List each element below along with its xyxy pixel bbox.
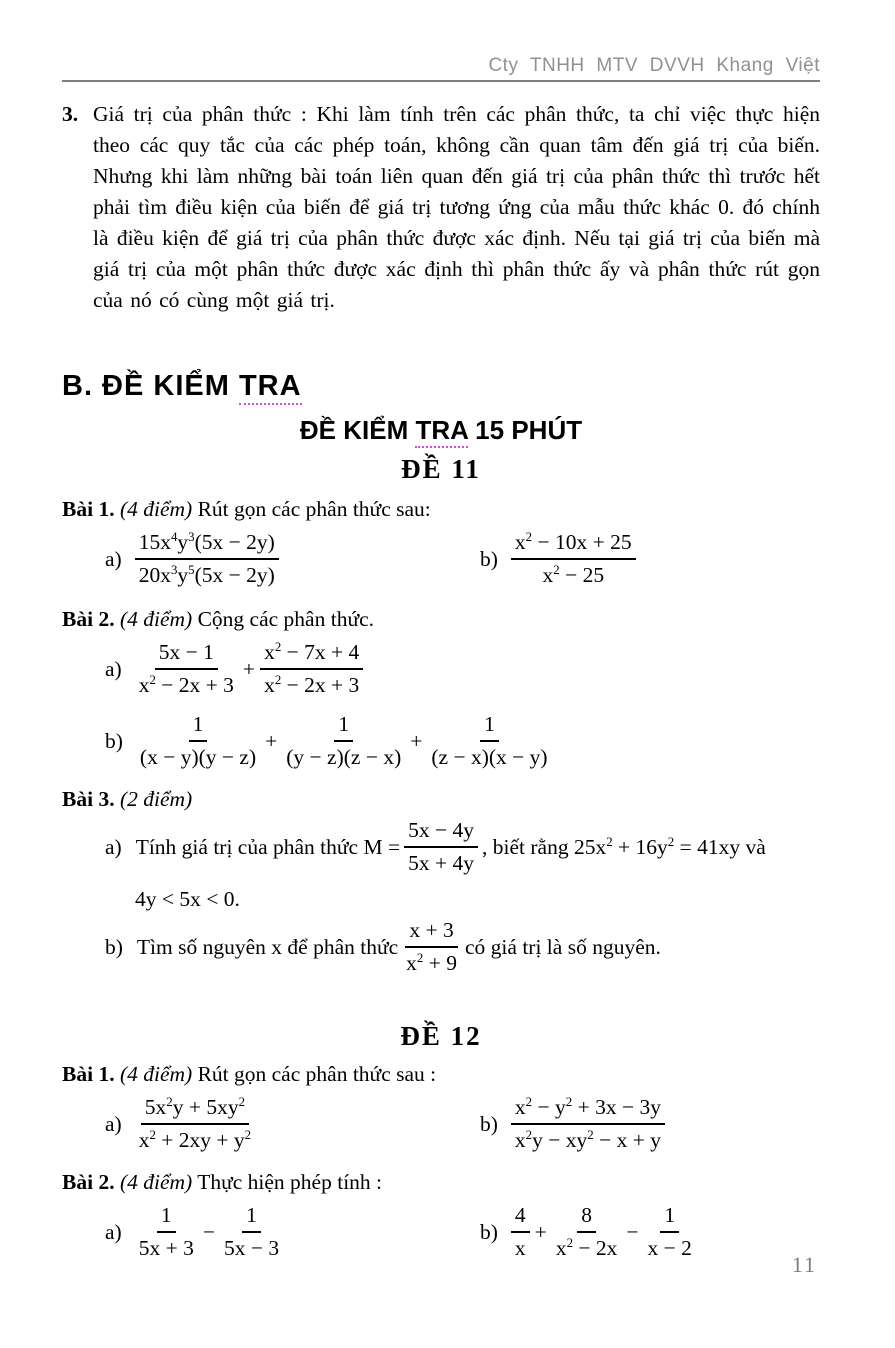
fraction-denominator: (y − z)(z − x) (286, 745, 402, 769)
fraction-denominator: $x^2 + 2xy + y^2$ (138, 1127, 252, 1152)
fraction-numerator: 5x − 4y (404, 816, 478, 848)
plus-operator: + (534, 1219, 547, 1244)
bai-text: Cộng các phân thức. (197, 607, 375, 631)
fraction (644, 1201, 696, 1263)
bai-text: Rút gọn các phân thức sau : (197, 1062, 437, 1086)
fraction (135, 1201, 198, 1263)
fraction-denominator: 5x + 4y (408, 851, 474, 875)
de11-bai1-part-a (105, 528, 279, 590)
fraction-numerator: $15x^4y^3(5x - 2y)$ (135, 528, 279, 560)
fraction (511, 528, 636, 590)
bai-points: (4 điểm) (119, 1062, 193, 1086)
fraction-numerator: $x^2 - y^2 + 3x - 3y$ (511, 1093, 665, 1125)
fraction-numerator: 1 (189, 710, 208, 742)
part-label: a) (105, 1219, 122, 1244)
fraction-denominator: $x^2 - 25$ (542, 562, 605, 587)
de12-bai1-row (62, 1092, 820, 1156)
intro-number: 3. (62, 102, 79, 126)
part-label: b) (480, 546, 498, 571)
part-label: a) (105, 656, 122, 681)
fraction-numerator: 1 (480, 710, 499, 742)
bai-points: (4 điểm) (119, 497, 193, 521)
fraction-numerator: 1 (334, 710, 353, 742)
minus-operator: − (202, 1219, 215, 1244)
fraction (136, 710, 260, 772)
page-content (62, 55, 820, 1264)
de11-bai2-part-b (105, 710, 820, 772)
fraction-numerator: 1 (660, 1201, 679, 1233)
page-header (62, 55, 820, 82)
fraction (402, 916, 461, 978)
fraction (260, 638, 363, 700)
part-label: b) (480, 1219, 498, 1244)
bai-points: (4 điểm) (119, 1170, 193, 1194)
fraction (511, 1093, 665, 1155)
page-number: 11 (791, 1252, 817, 1277)
bai-points: (2 điểm) (119, 787, 193, 811)
de11-title: ĐỀ 11 (401, 454, 481, 484)
de12-bai2-heading (62, 1170, 820, 1195)
fraction-denominator: (z − x)(x − y) (431, 745, 548, 769)
de12-bai2-part-a (105, 1201, 283, 1263)
statement-text: Tính giá trị của phân thức M = (135, 834, 401, 859)
part-label: a) (105, 834, 122, 859)
fraction-denominator: $x^2 - 2x$ (555, 1235, 618, 1260)
fraction (282, 710, 405, 772)
fraction (220, 1201, 283, 1263)
exam-title-suffix: 15 PHÚT (467, 415, 583, 445)
section-title (62, 370, 820, 402)
part-label: b) (105, 934, 123, 959)
part-label: a) (105, 546, 122, 571)
bai-label: Bài 1. (62, 1062, 115, 1086)
part-label: a) (105, 1111, 122, 1136)
de12-bai2-part-b (480, 1201, 696, 1263)
de12-title: ĐỀ 12 (400, 1021, 482, 1051)
de12-bai2-row (62, 1200, 820, 1264)
de11-bai2-heading (62, 607, 820, 632)
fraction-denominator: $x^2 - 2x + 3$ (138, 672, 234, 697)
fraction-numerator: 1 (242, 1201, 261, 1233)
fraction (135, 638, 238, 700)
section-title-marked: TRA (239, 370, 302, 405)
fraction-denominator: $x^2 - 2x + 3$ (264, 672, 360, 697)
exam-title (62, 415, 820, 445)
de11-bai3-part-a (105, 816, 820, 878)
bai-label: Bài 2. (62, 1170, 115, 1194)
fraction-denominator: $x^2y - xy^2 - x + y$ (514, 1127, 661, 1152)
de11-bai1-part-b (480, 528, 636, 590)
fraction-denominator: $20x^3y^5(5x - 2y)$ (138, 562, 275, 587)
fraction-denominator: (x − y)(y − z) (139, 745, 257, 769)
intro-paragraph (62, 99, 820, 316)
de11-bai3-part-a-line2: 4y < 5x < 0. (135, 887, 240, 911)
bai-label: Bài 1. (62, 497, 115, 521)
fraction (135, 1093, 255, 1155)
de11-bai2-part-a (105, 638, 820, 700)
fraction (135, 528, 279, 590)
bai-label: Bài 2. (62, 607, 115, 631)
fraction-numerator: 1 (157, 1201, 176, 1233)
fraction-numerator: 5x − 1 (155, 638, 218, 670)
statement-text: có giá trị là số nguyên. (465, 934, 661, 959)
de11-bai1-row (62, 527, 820, 591)
plus-operator: + (242, 656, 256, 681)
de11-bai3-part-b (105, 916, 820, 978)
fraction (427, 710, 551, 772)
header-company: Cty TNHH MTV DVVH Khang Việt (488, 55, 820, 76)
fraction-numerator: x + 3 (405, 916, 457, 948)
bai-points: (4 điểm) (119, 607, 193, 631)
fraction-denominator: 5x + 3 (138, 1236, 194, 1260)
fraction-denominator: $x^2 + 9$ (406, 950, 458, 975)
de11-bai3-heading (62, 787, 820, 812)
statement-text: Tìm số nguyên x để phân thức (136, 934, 399, 959)
exam-title-marked: TRA (415, 415, 467, 448)
de12-bai1-heading (62, 1062, 820, 1087)
exam-title-prefix: ĐỀ KIỂM (299, 415, 416, 445)
de11-bai1-heading (62, 497, 820, 522)
fraction-numerator: $x^2 - 7x + 4$ (260, 638, 363, 670)
fraction-denominator: x (514, 1236, 526, 1260)
statement-text: , biết rằng $25x^2 + 16y^2 = 41xy$ và (482, 834, 766, 859)
part-label: b) (480, 1111, 498, 1136)
fraction-denominator: 5x − 3 (223, 1236, 280, 1260)
fraction-numerator: 4 (511, 1201, 530, 1233)
fraction (404, 816, 478, 878)
fraction (511, 1201, 530, 1263)
fraction-numerator: $5x^2y + 5xy^2$ (141, 1093, 249, 1125)
de12-bai1-part-a (105, 1093, 255, 1155)
fraction (552, 1201, 622, 1263)
intro-text: Giá trị của phân thức : Khi làm tính trên các phân thức, ta chỉ việc thực hiện theo các quy tắc của các phép toán, không cần quan tâm đến giá trị của biến. Nhưng khi làm những bài toán liên quan đến giá trị của phân thức thì trước hết phải tìm điều kiện của biến để giá trị tương ứng của mẫu thức khác 0. đó chính là điều kiện để giá trị của phân thức được xác định. Nếu tại giá trị của biến mà giá trị của một phân thức được xác định thì phân thức ấy và phân thức rút gọn của nó có cùng một giá trị. (93, 102, 820, 312)
bai-label: Bài 3. (62, 787, 115, 811)
bai-text: Rút gọn các phân thức sau: (197, 497, 431, 521)
fraction-numerator: 8 (577, 1201, 596, 1233)
fraction-numerator: $x^2 - 10x + 25$ (511, 528, 636, 560)
header-rule (62, 80, 820, 82)
bai-text: Thực hiện phép tính : (197, 1170, 383, 1194)
plus-operator: + (410, 728, 423, 753)
part-label: b) (105, 728, 123, 753)
section-title-prefix: B. ĐỀ KIỂM (62, 370, 239, 402)
minus-operator: − (626, 1219, 639, 1244)
fraction-denominator: x − 2 (647, 1236, 692, 1260)
plus-operator: + (265, 728, 278, 753)
de12-bai1-part-b (480, 1093, 665, 1155)
